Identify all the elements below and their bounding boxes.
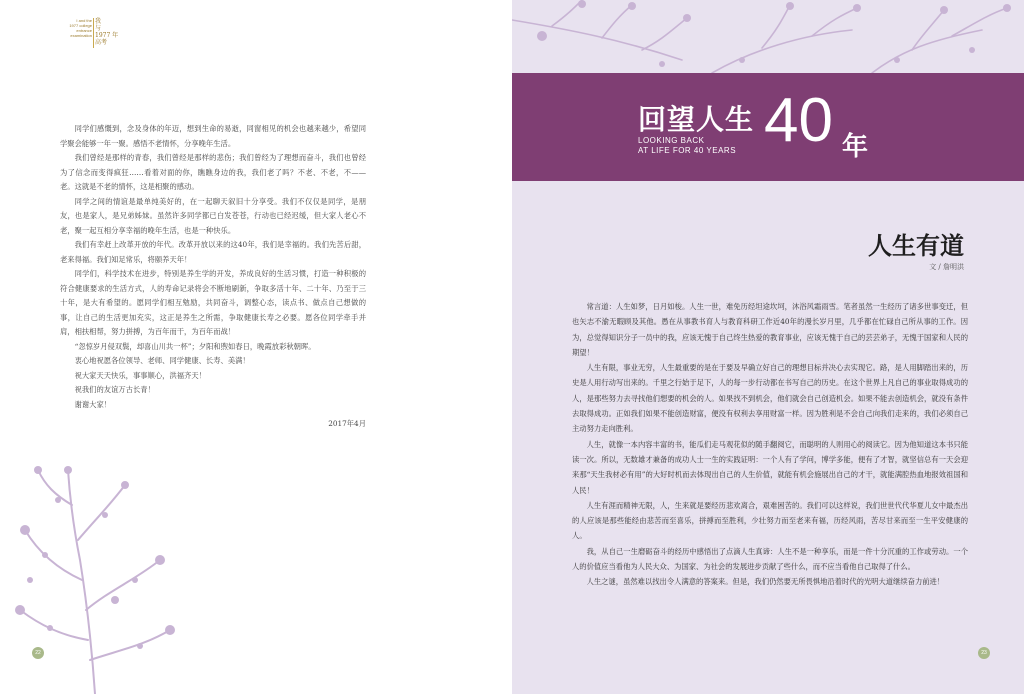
header-english (56, 18, 92, 38)
paragraph: 同学们，科学技术在进步，特别是养生学的开发，养成良好的生活习惯，打造一种积极的符合健康要求的生活方式，人的寿命记录将会不断地刷新，争取多活十年、二十年、乃至于三十年，是大有希望的。愿同学们相互勉励，共同奋斗，调整心态，读点书、做点自己想做的事，让自己的生活更加充实，这正是养生之所需，争取健康长寿之必要。愿各位同学牵手并肩，相扶相帮，努力拼搏，为百年而干，为百年而战！ (60, 269, 366, 336)
paragraph: 同学们感慨到，念及身体的年迈，想到生命的易逝，同窗相见的机会也越来越少，希望同学聚会能够一年一聚。感悟不老情怀，分享晚年生活。 (60, 124, 366, 148)
paragraph: 常言道：人生如梦，日月如梭。人生一世，难免历经坦途坎坷，沐浴风霜雨雪。笔者虽然一生经历了诸多世事变迁，但也矢志不渝无暇顾及其他。愚在从事教书育人与教育科研工作近40年的漫长岁月里，几乎都在忙碌自己所从事的工作。因为，总觉得知识分子一员中的我，应该无愧于自己终生热爱的教育事业，应该无愧于自己的芸芸弟子，无愧于国家和人民的期望！ (572, 302, 968, 357)
paragraph: 同学之间的情谊是最单纯美好的，在一起聊天叙旧十分享受。我们不仅仅是同学，是朋友，也是家人，是兄弟姊妹。虽然许多同学都已白发苍苍，行动也已经迟缓，但大家人老心不老，聚一起互相分享幸福的晚年生活，也是一种快乐。 (60, 196, 366, 235)
flower-branch-illustration (0, 460, 200, 694)
paragraph: 我们有幸赶上改革开放的年代。改革开放以来的这40年，我们是幸福的。我们先苦后甜，老来得福。我们知足常乐，将颐养天年！ (60, 240, 366, 264)
header-cn-line: 1977 年 (95, 32, 119, 39)
paragraph: 祝大家天天快乐，事事顺心，洪福齐天！ (74, 370, 206, 380)
left-body-text (60, 122, 366, 432)
banner-suffix: 年 (842, 132, 869, 162)
banner-english-line-1: LOOKING BACK (638, 136, 705, 145)
page-number-right: 23 (978, 647, 990, 659)
right-page (512, 0, 1024, 694)
header-en-line: 1977 college (69, 23, 92, 28)
paragraph: 衷心地祝愿各位领导、老师、同学健康、长寿、美满！ (74, 356, 250, 365)
header-cn-line: 我 (95, 18, 102, 25)
banner-chinese-title: 回望人生 (638, 103, 755, 136)
paragraph: 人生有限，事业无穷，人生最重要的是在于要及早确立好自己的理想目标并决心去实现它。路，是人用脚踏出来的，历史是人用行动写出来的。千里之行始于足下，人的每一步行动都在书写自己的历史。在这个世界上凡自己的事业取得成功的人，是那些努力去寻找他们想要的机会的人。如果找不到机会，他们就会自己创造机会。如果不能去创造机会，就没有条件去取得成功。正如我们如果不能创造财富，便没有权利去享用财富一样。因为胜利是不会自己向我们走来的，我们必须自己主动努力走向胜利。 (572, 363, 968, 434)
running-header (56, 18, 128, 50)
paragraph: 谢谢大家！ (74, 399, 112, 409)
header-en-line: entrance (76, 28, 92, 33)
paragraph: 我们曾经是那样的青春，我们曾经是那样的悲伤；我们曾经为了理想而奋斗，我们也曾经为了信念而变得疯狂……看着对面的你，瞧瞧身边的我，我们老了吗？不老、不老，不——老。这就是不老的情怀，这是相聚的感动。 (60, 153, 366, 191)
header-en-line: I and the (76, 18, 92, 23)
paragraph: 祝我们的友谊万古长青！ (74, 385, 155, 394)
paragraph: 人生有涯而精神无限，人，生来就是要经历悲欢离合，艰难困苦的。我们可以这样说，我们世世代代华夏儿女中最杰出的人应该是那些能经由悲苦而至喜乐，拼搏而至胜利，少壮努力而至老来有福，历经风雨，苦尽甘来而至一生平安健康的人。 (572, 500, 968, 541)
header-cn-line: 高考 (95, 39, 108, 46)
date-line: 2017年4月 (328, 419, 366, 428)
paragraph: 人生，就像一本内容丰富的书，能瓜们走马观花似的随手翻阅它，而聪明的人则用心的阅读它。因为他知道这本书只能读一次。所以，无数雄才兼备的成功人士一生的实践证明：一个人有了学问，博学多能，便有了才智，就坚信总有一天会迎来那“天生我材必有用”的大好时机而去体现出自己的人生价值，就能有机会施展出自己的才干，就能满腔热血地报效祖国和人民！ (572, 439, 968, 495)
paragraph: 我，从自己一生磨砺奋斗的经历中感悟出了点滴人生真谛：人生不是一种享乐，而是一件十分沉重的工作或劳动。一个人的价值应当看他为人民大众、为国家、为社会的发展进步贡献了些什么，而不应当看他自己取得了什么。 (572, 546, 968, 572)
banner-number: 40 (764, 86, 833, 155)
header-chinese (95, 18, 129, 46)
paragraph: “忽惊岁月侵双鬓，却喜山川共一杯”；夕阳和煦如春日，晚霞放彩秋朝晖。 (74, 341, 316, 351)
article-author: 文 / 詹明洪 (929, 263, 964, 271)
flower-branch-decoration (512, 0, 1024, 73)
header-cn-line: 与 (95, 25, 102, 32)
page-number-left: 22 (32, 647, 44, 659)
paragraph: 人生之谜，虽然难以找出令人满意的答案来。但是，我们仍然要无所畏惧地沿着时代的光明大道继续奋力前进！ (586, 577, 945, 587)
banner-english-line-2: AT LIFE FOR 40 YEARS (638, 146, 737, 155)
header-en-line: examination (70, 33, 92, 38)
header-divider (93, 18, 94, 48)
article-title: 人生有道 (868, 232, 964, 260)
article-body (572, 299, 968, 590)
